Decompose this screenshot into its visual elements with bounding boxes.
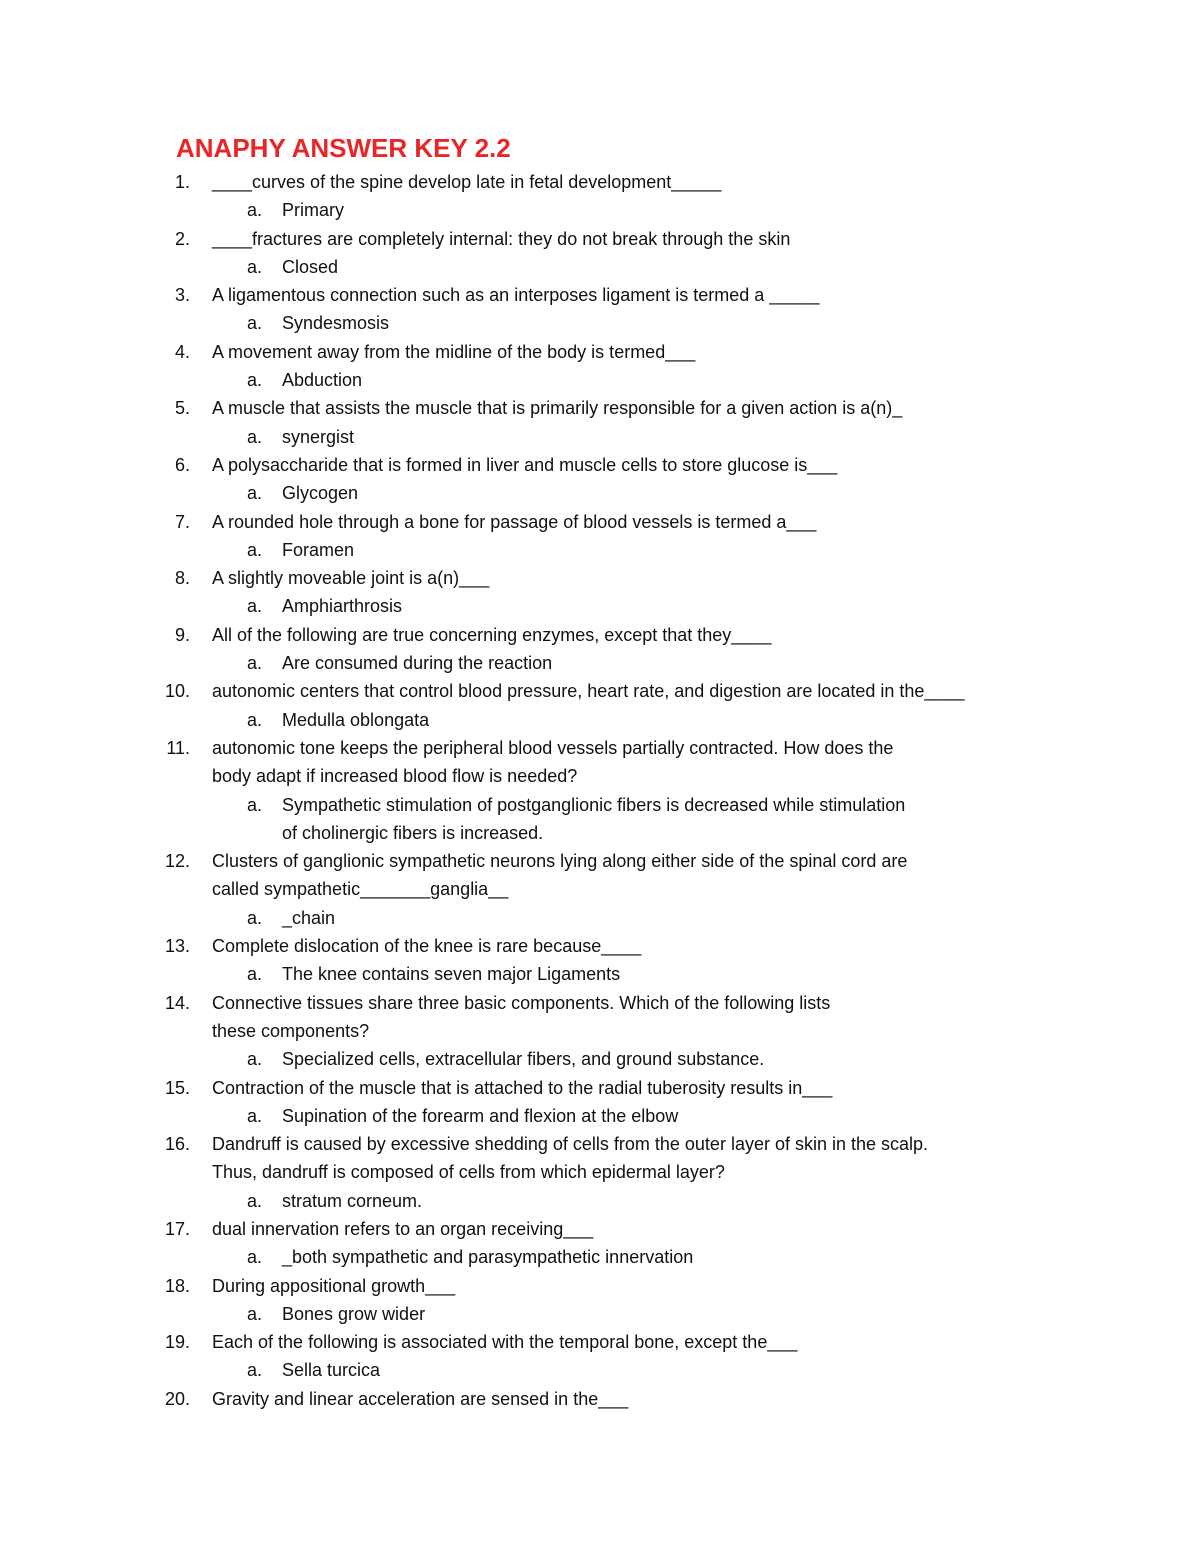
- answer-line: [0, 1187, 1200, 1215]
- answer-text: Abduction: [282, 370, 363, 391]
- answer-letter: a.: [247, 426, 263, 447]
- answer-line: [0, 309, 1200, 337]
- question-list: [0, 168, 1200, 1413]
- question-line: [0, 338, 1200, 366]
- answer-letter: a.: [247, 709, 263, 730]
- answer-letter: a.: [247, 907, 263, 928]
- question-text: ____curves of the spine develop late in fetal development_____: [212, 172, 722, 192]
- question-number: 4.: [174, 341, 190, 362]
- question-number: 14.: [164, 992, 190, 1013]
- question-item: [0, 394, 1200, 451]
- answer-letter: a.: [247, 313, 263, 334]
- question-text: During appositional growth___: [212, 1275, 456, 1296]
- answer-text: _chain: [282, 907, 336, 928]
- question-line: [0, 508, 1200, 536]
- question-line: [0, 451, 1200, 479]
- question-number: 19.: [164, 1332, 190, 1353]
- answer-line: [0, 253, 1200, 281]
- answer-line: [0, 649, 1200, 677]
- answer-letter: a.: [247, 1049, 263, 1070]
- question-line: [0, 1328, 1200, 1356]
- question-item: [0, 677, 1200, 734]
- question-text: Dandruff is caused by excessive shedding of cells from the outer layer of skin in the scalp.: [212, 1134, 929, 1155]
- question-line: [0, 225, 1200, 253]
- answer-text: Specialized cells, extracellular fibers, and ground substance.: [282, 1049, 765, 1070]
- question-number: 1.: [174, 172, 190, 192]
- question-line: [0, 281, 1200, 309]
- question-number: 20.: [164, 1388, 190, 1409]
- question-number: 13.: [164, 936, 190, 957]
- question-item: [0, 508, 1200, 565]
- answer-line: [0, 1243, 1200, 1271]
- question-line: [0, 1074, 1200, 1102]
- question-text: Connective tissues share three basic components. Which of the following lists: [212, 992, 831, 1013]
- question-line: [0, 989, 1200, 1017]
- question-item: [0, 168, 1200, 225]
- answer-text: _both sympathetic and parasympathetic innervation: [282, 1247, 694, 1268]
- question-item: [0, 338, 1200, 395]
- question-line: [0, 1385, 1200, 1413]
- question-number: 5.: [174, 398, 190, 419]
- question-number: 15.: [164, 1077, 190, 1098]
- question-number: 10.: [164, 681, 190, 702]
- answer-line: [0, 423, 1200, 451]
- answer-line: [0, 592, 1200, 620]
- answer-letter: a.: [247, 256, 263, 277]
- answer-line: [0, 706, 1200, 734]
- answer-line: [0, 479, 1200, 507]
- question-line: [0, 1130, 1200, 1158]
- answer-text: Supination of the forearm and flexion at the elbow: [282, 1105, 679, 1126]
- answer-line: [0, 366, 1200, 394]
- question-number: 11.: [166, 737, 190, 758]
- question-item: [0, 1074, 1200, 1131]
- answer-text: Are consumed during the reaction: [282, 653, 553, 674]
- question-continuation-line: [0, 1017, 1200, 1045]
- question-number: 17.: [164, 1218, 190, 1239]
- question-text: autonomic centers that control blood pressure, heart rate, and digestion are located in the____: [212, 681, 965, 702]
- answer-line: [0, 1102, 1200, 1130]
- answer-letter: a.: [247, 1105, 263, 1126]
- answer-line: [0, 196, 1200, 224]
- question-number: 18.: [164, 1275, 190, 1296]
- question-text: Thus, dandruff is composed of cells from which epidermal layer?: [212, 1162, 725, 1183]
- question-line: [0, 1272, 1200, 1300]
- question-number: 2.: [174, 228, 190, 249]
- question-item: [0, 564, 1200, 621]
- answer-letter: a.: [247, 596, 263, 617]
- question-number: 9.: [174, 624, 190, 645]
- answer-letter: a.: [247, 653, 263, 674]
- question-text: Clusters of ganglionic sympathetic neurons lying along either side of the spinal cord are: [212, 851, 908, 872]
- question-text: A muscle that assists the muscle that is primarily responsible for a given action is a(n)_: [212, 398, 903, 419]
- answer-line: [0, 960, 1200, 988]
- answer-line: [0, 1356, 1200, 1384]
- answer-text: Syndesmosis: [282, 313, 390, 334]
- question-item: [0, 1130, 1200, 1215]
- question-text: A slightly moveable joint is a(n)___: [212, 568, 490, 589]
- document-title: ANAPHY ANSWER KEY 2.2: [176, 133, 511, 163]
- answer-letter: a.: [247, 1247, 263, 1268]
- question-item: [0, 847, 1200, 932]
- answer-text: of cholinergic fibers is increased.: [282, 822, 544, 843]
- answer-letter: a.: [247, 483, 263, 504]
- answer-text: Bones grow wider: [282, 1303, 426, 1324]
- question-item: [0, 225, 1200, 282]
- question-item: [0, 451, 1200, 508]
- question-number: 3.: [174, 285, 190, 306]
- question-number: 6.: [174, 454, 190, 475]
- question-number: 16.: [164, 1134, 190, 1155]
- question-text: A ligamentous connection such as an interposes ligament is termed a _____: [212, 285, 820, 306]
- question-continuation-line: [0, 762, 1200, 790]
- answer-letter: a.: [247, 1360, 263, 1381]
- answer-line: [0, 1045, 1200, 1073]
- answer-text: Sympathetic stimulation of postganglionic fibers is decreased while stimulation: [282, 794, 906, 815]
- question-line: [0, 168, 1200, 196]
- answer-text: synergist: [282, 426, 355, 447]
- answer-continuation-line: [0, 819, 1200, 847]
- question-text: dual innervation refers to an organ receiving___: [212, 1218, 594, 1239]
- question-item: [0, 989, 1200, 1074]
- question-number: 8.: [174, 568, 190, 589]
- answer-text: The knee contains seven major Ligaments: [282, 964, 621, 985]
- question-text: A rounded hole through a bone for passage of blood vessels is termed a___: [212, 511, 817, 532]
- answer-text: Amphiarthrosis: [282, 596, 403, 617]
- question-item: [0, 734, 1200, 847]
- answer-line: [0, 791, 1200, 819]
- answer-letter: a.: [247, 200, 263, 221]
- question-text: A polysaccharide that is formed in liver and muscle cells to store glucose is___: [212, 454, 838, 475]
- question-text: A movement away from the midline of the body is termed___: [212, 341, 696, 362]
- question-item: [0, 932, 1200, 989]
- question-item: [0, 621, 1200, 678]
- question-line: [0, 932, 1200, 960]
- answer-text: Primary: [282, 200, 344, 221]
- answer-letter: a.: [247, 370, 263, 391]
- question-text: Each of the following is associated with the temporal bone, except the___: [212, 1332, 798, 1353]
- question-item: [0, 1272, 1200, 1329]
- question-item: [0, 281, 1200, 338]
- answer-text: Medulla oblongata: [282, 709, 430, 730]
- answer-text: Foramen: [282, 539, 355, 560]
- answer-letter: a.: [247, 1190, 263, 1211]
- answer-letter: a.: [247, 794, 263, 815]
- question-line: [0, 734, 1200, 762]
- question-text: ____fractures are completely internal: they do not break through the skin: [212, 228, 791, 249]
- answer-letter: a.: [247, 1303, 263, 1324]
- answer-text: Sella turcica: [282, 1360, 381, 1381]
- question-number: 12.: [164, 851, 190, 872]
- answer-letter: a.: [247, 964, 263, 985]
- question-text: All of the following are true concerning enzymes, except that they____: [212, 624, 772, 645]
- question-continuation-line: [0, 875, 1200, 903]
- answer-text: stratum corneum.: [282, 1190, 423, 1211]
- question-item: [0, 1328, 1200, 1385]
- question-text: these components?: [212, 1020, 370, 1041]
- question-line: [0, 1215, 1200, 1243]
- answer-text: Glycogen: [282, 483, 359, 504]
- question-text: autonomic tone keeps the peripheral blood vessels partially contracted. How does the: [212, 737, 894, 758]
- answer-text: Closed: [282, 256, 339, 277]
- answer-letter: a.: [247, 539, 263, 560]
- answer-line: [0, 536, 1200, 564]
- question-number: 7.: [174, 511, 190, 532]
- question-line: [0, 677, 1200, 705]
- question-line: [0, 847, 1200, 875]
- question-line: [0, 621, 1200, 649]
- question-text: called sympathetic_______ganglia__: [212, 879, 509, 900]
- question-text: body adapt if increased blood flow is needed?: [212, 766, 578, 787]
- question-text: Complete dislocation of the knee is rare because____: [212, 936, 642, 957]
- question-item: [0, 1215, 1200, 1272]
- question-item: [0, 1385, 1200, 1413]
- answer-line: [0, 1300, 1200, 1328]
- answer-line: [0, 904, 1200, 932]
- question-line: [0, 394, 1200, 422]
- question-text: Gravity and linear acceleration are sensed in the___: [212, 1388, 629, 1409]
- question-continuation-line: [0, 1158, 1200, 1186]
- question-text: Contraction of the muscle that is attached to the radial tuberosity results in___: [212, 1077, 833, 1098]
- question-line: [0, 564, 1200, 592]
